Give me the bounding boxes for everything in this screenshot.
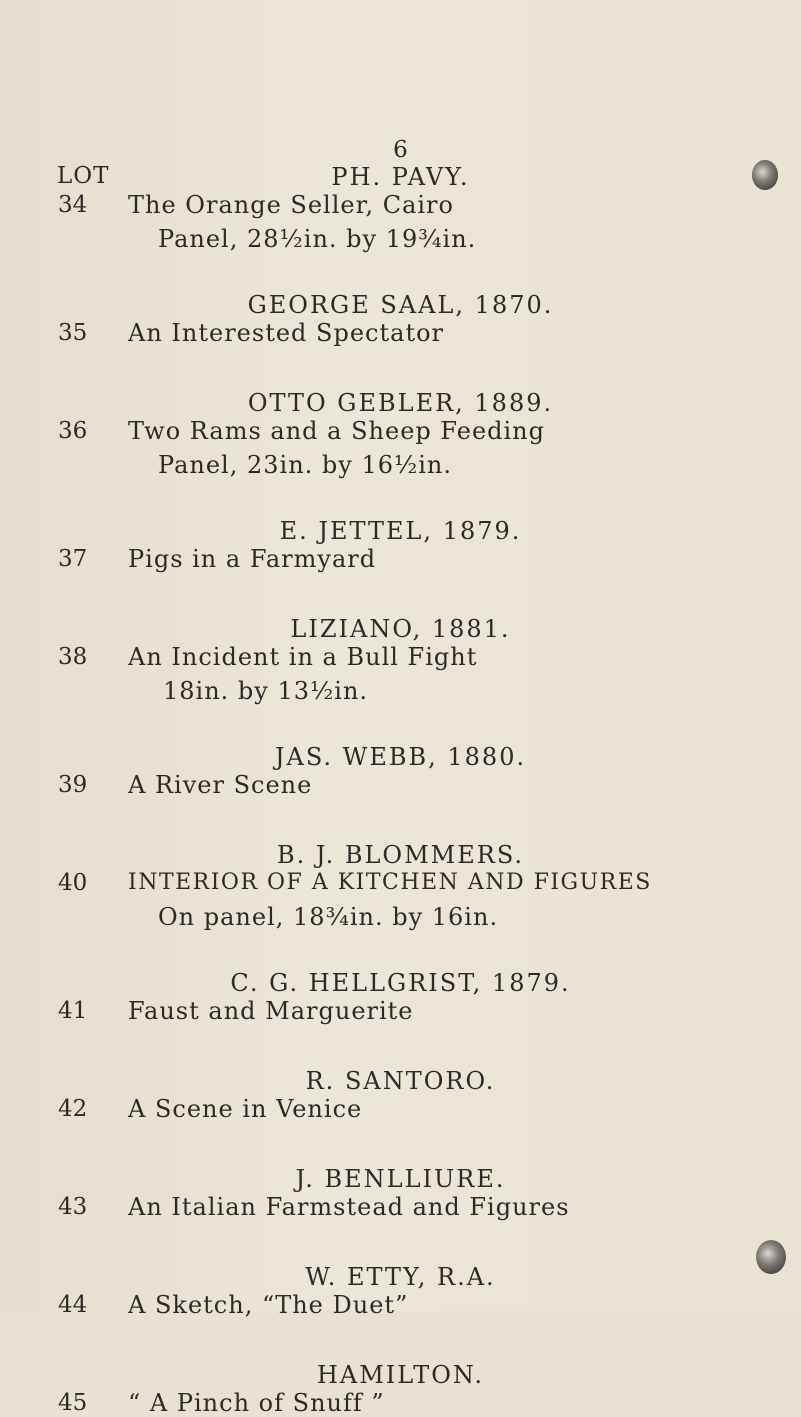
- lot-size: On panel, 18¾in. by 16in.: [158, 903, 499, 931]
- lot-number: 37: [58, 546, 88, 572]
- stain-mark: [756, 1240, 786, 1274]
- lot-number: 40: [58, 870, 88, 896]
- lot-title: “ A Pinch of Snuff ”: [128, 1389, 385, 1417]
- page-number: 6: [393, 137, 408, 163]
- lot-title: Pigs in a Farmyard: [128, 545, 377, 573]
- lot-number: 43: [58, 1194, 88, 1220]
- lot-size: Panel, 28½in. by 19¾in.: [158, 225, 477, 253]
- lot-title: An Incident in a Bull Fight: [128, 643, 478, 671]
- lot-artist: W. ETTY, R.A.: [305, 1263, 496, 1291]
- lot-size: Panel, 23in. by 16½in.: [158, 451, 453, 479]
- lot-artist: B. J. BLOMMERS.: [276, 841, 525, 869]
- lot-title: The Orange Seller, Cairo: [128, 191, 454, 219]
- lot-artist: E. JETTEL, 1879.: [279, 517, 522, 545]
- lot-number: 44: [58, 1292, 88, 1318]
- lot-artist: LIZIANO, 1881.: [290, 615, 511, 643]
- lot-title: Two Rams and a Sheep Feeding: [128, 417, 546, 445]
- lot-artist: J. BENLLIURE.: [295, 1165, 506, 1193]
- lot-artist: GEORGE SAAL, 1870.: [247, 291, 554, 319]
- lot-artist: JAS. WEBB, 1880.: [274, 743, 527, 771]
- lot-artist: R. SANTORO.: [305, 1067, 496, 1095]
- lot-artist: OTTO GEBLER, 1889.: [247, 389, 554, 417]
- lot-title: A River Scene: [128, 771, 313, 799]
- lot-title: An Italian Farmstead and Figures: [128, 1193, 570, 1221]
- lot-size: 18in. by 13½in.: [163, 677, 369, 705]
- lot-artist: HAMILTON.: [316, 1361, 485, 1389]
- lot-column-header: LOT: [57, 163, 110, 189]
- lot-title: A Scene in Venice: [128, 1095, 363, 1123]
- lot-number: 39: [58, 772, 88, 798]
- stain-mark: [752, 160, 778, 190]
- lot-title: INTERIOR OF A KITCHEN AND FIGURES: [128, 870, 652, 895]
- lot-number: 38: [58, 644, 88, 670]
- lot-title: An Interested Spectator: [128, 319, 445, 347]
- lot-number: 41: [58, 998, 88, 1024]
- lot-number: 42: [58, 1096, 88, 1122]
- lot-artist: C. G. HELLGRIST, 1879.: [230, 969, 571, 997]
- lot-number: 45: [58, 1390, 88, 1416]
- lot-number: 34: [58, 192, 88, 218]
- lot-title: Faust and Marguerite: [128, 997, 414, 1025]
- lot-title: A Sketch, “The Duet”: [128, 1291, 409, 1319]
- lot-artist: PH. PAVY.: [331, 163, 470, 191]
- lot-number: 36: [58, 418, 88, 444]
- lot-number: 35: [58, 320, 88, 346]
